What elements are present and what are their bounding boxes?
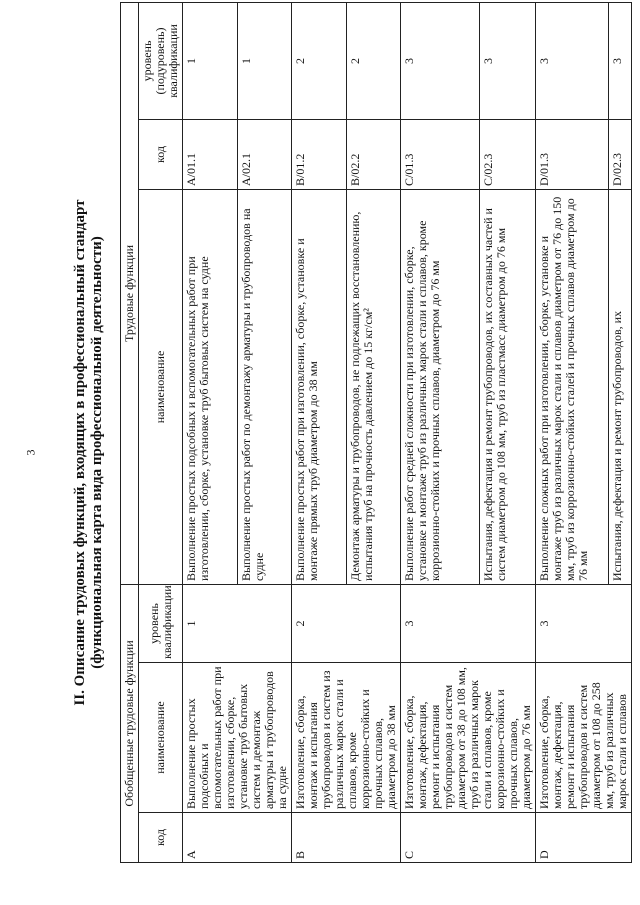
group-code: B: [292, 813, 401, 863]
rotated-page: [70, 0, 640, 905]
group-name: Выполнение простых подсобных и вспомогательных работ при изготовлении, сборке, установке труб бытовых систем и демонтаж арматуры и трубопроводов на судне: [183, 663, 292, 813]
title-line-2: (функциональная карта вида профессиональной деятельности): [89, 236, 105, 669]
group-name: Изготовление, сборка, монтаж и испытания трубопроводов и систем из различных марок стали и сплавов, кроме коррозионно-стойких и прочных сплавов, диаметром до 38 мм: [292, 663, 401, 813]
function-code: A/01.1: [183, 119, 238, 189]
group-level: 1: [183, 584, 292, 662]
function-level: 3: [536, 2, 609, 119]
function-name: Испытания, дефектация и ремонт трубопроводов, их составных частей и систем диаметром до 108 мм, труб из пластмасс диаметром до 76 мм: [480, 189, 536, 584]
table-row: [536, 2, 609, 862]
table-row: [292, 2, 347, 862]
table-row: [183, 2, 238, 862]
page-number: 3: [23, 449, 38, 456]
group-level: 2: [292, 584, 401, 662]
header-row-2: [139, 2, 183, 862]
function-code: D/02.3: [608, 119, 631, 189]
table-body: [183, 2, 632, 862]
col-code: код: [139, 813, 183, 863]
function-name: Выполнение простых работ по демонтажу арматуры и трубопроводов на судне: [237, 189, 292, 584]
group-name: Изготовление, сборка, монтаж, дефектация, ремонт и испытания трубопроводов и систем диаметром от 108 до 258 мм, труб из различных марок стали и сплавов: [536, 663, 632, 813]
group-code: A: [183, 813, 292, 863]
function-code: C/01.3: [401, 119, 480, 189]
title-line-1: II. Описание трудовых функций, входящих в профессиональный стандарт: [72, 199, 88, 706]
function-level: 3: [480, 2, 536, 119]
col-sublevel: уровень (подуровень) квалификации: [139, 2, 183, 119]
header-row-1: [121, 2, 139, 862]
group-code: C: [401, 813, 536, 863]
function-name: Выполнение работ средней сложности при изготовлении, сборке, установке и монтаже труб из различных марок стали и сплавов, кроме коррозионно-стойких и прочных сплавов, диаметром до 76 мм: [401, 189, 480, 584]
labor-header: Трудовые функции: [121, 2, 139, 584]
function-code: B/01.2: [292, 119, 347, 189]
col-func-code: код: [139, 119, 183, 189]
function-level: 2: [292, 2, 347, 119]
col-name: наименование: [139, 663, 183, 813]
col-level: уровень квалификации: [139, 584, 183, 662]
function-code: D/01.3: [536, 119, 609, 189]
function-name: Демонтаж арматуры и трубопроводов, не подлежащих восстановлению, испытания труб на прочность давлением до 15 кг/см²: [346, 189, 401, 584]
group-level: 3: [536, 584, 632, 662]
function-level: 3: [608, 2, 631, 119]
function-level: 1: [237, 2, 292, 119]
function-name: Выполнение простых работ при изготовлении, сборке, установке и монтаже прямых труб диаметром до 38 мм: [292, 189, 347, 584]
function-code: B/02.2: [346, 119, 401, 189]
col-func-name: наименование: [139, 189, 183, 584]
function-code: C/02.3: [480, 119, 536, 189]
function-level: 2: [346, 2, 401, 119]
function-level: 1: [183, 2, 238, 119]
group-code: D: [536, 813, 632, 863]
function-table: [120, 2, 632, 863]
function-name: Выполнение сложных работ при изготовлении, сборке, установке и монтаже труб из различных марок стали и сплавов диаметром от 76 до 150 мм, труб из коррозионно-стойких сталей и прочных сплавов диаметром до 76 мм: [536, 189, 609, 584]
section-title: [72, 0, 106, 905]
group-name: Изготовление, сборка, монтаж, дефектация, ремонт и испытания трубопроводов и систем диаметром от 38 до 108 мм, труб из различных марок стали и сплавов, кроме коррозионно-стойких и прочных сплавов, диаметром до 76 мм: [401, 663, 536, 813]
group-level: 3: [401, 584, 536, 662]
function-name: Выполнение простых подсобных и вспомогательных работ при изготовлении, сборке, установке труб бытовых систем на судне: [183, 189, 238, 584]
function-level: 3: [401, 2, 480, 119]
function-code: A/02.1: [237, 119, 292, 189]
generalized-header: Обобщенные трудовые функции: [121, 584, 139, 862]
function-name: Испытания, дефектация и ремонт трубопроводов, их: [608, 189, 631, 584]
table-row: [401, 2, 480, 862]
